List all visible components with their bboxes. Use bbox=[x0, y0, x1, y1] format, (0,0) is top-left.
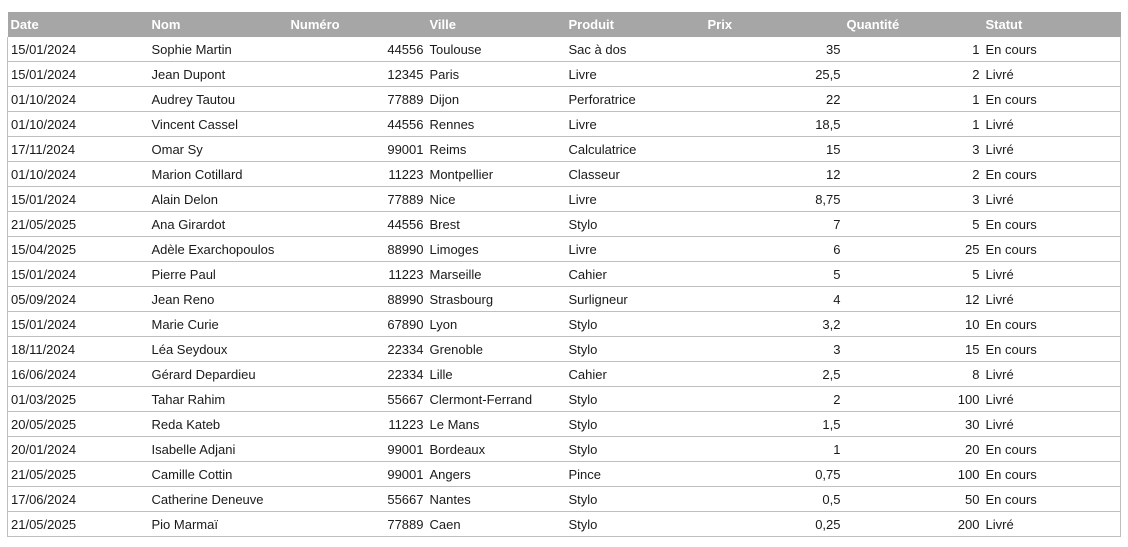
cell-prix[interactable]: 35 bbox=[705, 37, 844, 62]
cell-ville[interactable]: Nice bbox=[427, 187, 566, 212]
cell-quantite[interactable]: 3 bbox=[844, 137, 983, 162]
cell-statut[interactable]: Livré bbox=[983, 62, 1121, 87]
cell-prix[interactable]: 2,5 bbox=[705, 362, 844, 387]
table-row bbox=[8, 262, 1121, 287]
table-body bbox=[8, 37, 1121, 537]
cell-ville[interactable]: Nantes bbox=[427, 487, 566, 512]
cell-produit[interactable]: Livre bbox=[566, 187, 705, 212]
table-row bbox=[8, 362, 1121, 387]
cell-ville[interactable]: Paris bbox=[427, 62, 566, 87]
table-row bbox=[8, 387, 1121, 412]
cell-statut[interactable]: En cours bbox=[983, 237, 1121, 262]
cell-quantite[interactable]: 2 bbox=[844, 62, 983, 87]
cell-date[interactable]: 20/01/2024 bbox=[8, 437, 149, 462]
cell-date[interactable]: 05/09/2024 bbox=[8, 287, 149, 312]
header-date[interactable]: Date bbox=[10, 17, 39, 32]
cell-prix[interactable]: 7 bbox=[705, 212, 844, 237]
cell-nom[interactable]: Pierre Paul bbox=[149, 262, 288, 287]
cell-nom[interactable]: Reda Kateb bbox=[149, 412, 288, 437]
cell-nom[interactable]: Catherine Deneuve bbox=[149, 487, 288, 512]
cell-produit[interactable]: Stylo bbox=[566, 487, 705, 512]
cell-statut[interactable]: En cours bbox=[983, 337, 1121, 362]
cell-statut[interactable]: Livré bbox=[983, 262, 1121, 287]
cell-nom[interactable]: Adèle Exarchopoulos bbox=[149, 237, 288, 262]
table-row bbox=[8, 412, 1121, 437]
cell-prix[interactable]: 0,5 bbox=[705, 487, 844, 512]
cell-prix[interactable]: 3 bbox=[705, 337, 844, 362]
cell-produit[interactable]: Classeur bbox=[566, 162, 705, 187]
cell-ville[interactable]: Bordeaux bbox=[427, 437, 566, 462]
cell-date[interactable]: 17/06/2024 bbox=[8, 487, 149, 512]
cell-quantite[interactable]: 10 bbox=[844, 312, 983, 337]
header-produit[interactable]: Produit bbox=[568, 17, 614, 32]
cell-numero[interactable]: 77889 bbox=[288, 87, 427, 112]
cell-quantite[interactable]: 1 bbox=[844, 87, 983, 112]
cell-prix[interactable]: 2 bbox=[705, 387, 844, 412]
cell-prix[interactable]: 12 bbox=[705, 162, 844, 187]
cell-nom[interactable]: Marion Cotillard bbox=[149, 162, 288, 187]
cell-nom[interactable]: Ana Girardot bbox=[149, 212, 288, 237]
cell-numero[interactable]: 88990 bbox=[288, 237, 427, 262]
table-row bbox=[8, 62, 1121, 87]
table-row bbox=[8, 462, 1121, 487]
cell-produit[interactable]: Stylo bbox=[566, 437, 705, 462]
cell-produit[interactable]: Calculatrice bbox=[566, 137, 705, 162]
cell-produit[interactable]: Pince bbox=[566, 462, 705, 487]
cell-nom[interactable]: Vincent Cassel bbox=[149, 112, 288, 137]
cell-produit[interactable]: Stylo bbox=[566, 212, 705, 237]
cell-ville[interactable]: Lille bbox=[427, 362, 566, 387]
cell-nom[interactable]: Léa Seydoux bbox=[149, 337, 288, 362]
cell-prix[interactable]: 22 bbox=[705, 87, 844, 112]
cell-produit[interactable]: Stylo bbox=[566, 312, 705, 337]
cell-produit[interactable]: Stylo bbox=[566, 387, 705, 412]
cell-nom[interactable]: Marie Curie bbox=[149, 312, 288, 337]
cell-numero[interactable]: 55667 bbox=[288, 487, 427, 512]
cell-nom[interactable]: Alain Delon bbox=[149, 187, 288, 212]
cell-statut[interactable]: Livré bbox=[983, 187, 1121, 212]
cell-date[interactable]: 17/11/2024 bbox=[8, 137, 149, 162]
cell-date[interactable]: 15/04/2025 bbox=[8, 237, 149, 262]
cell-date[interactable]: 16/06/2024 bbox=[8, 362, 149, 387]
table-row bbox=[8, 187, 1121, 212]
header-quantite[interactable]: Quantité bbox=[846, 17, 900, 32]
cell-ville[interactable]: Rennes bbox=[427, 112, 566, 137]
cell-numero[interactable]: 77889 bbox=[288, 187, 427, 212]
cell-numero[interactable]: 22334 bbox=[288, 362, 427, 387]
cell-prix[interactable]: 8,75 bbox=[705, 187, 844, 212]
cell-date[interactable]: 15/01/2024 bbox=[8, 37, 149, 62]
table-row bbox=[8, 237, 1121, 262]
table-row bbox=[8, 287, 1121, 312]
cell-statut[interactable]: En cours bbox=[983, 162, 1121, 187]
cell-quantite[interactable]: 20 bbox=[844, 437, 983, 462]
cell-statut[interactable]: En cours bbox=[983, 212, 1121, 237]
cell-produit[interactable]: Stylo bbox=[566, 412, 705, 437]
header-nom[interactable]: Nom bbox=[151, 17, 181, 32]
cell-date[interactable]: 15/01/2024 bbox=[8, 262, 149, 287]
cell-numero[interactable]: 88990 bbox=[288, 287, 427, 312]
cell-nom[interactable]: Jean Reno bbox=[149, 287, 288, 312]
cell-statut[interactable]: En cours bbox=[983, 37, 1121, 62]
cell-numero[interactable]: 44556 bbox=[288, 212, 427, 237]
cell-numero[interactable]: 44556 bbox=[288, 37, 427, 62]
cell-numero[interactable]: 11223 bbox=[288, 412, 427, 437]
cell-numero[interactable]: 11223 bbox=[288, 262, 427, 287]
cell-quantite[interactable]: 3 bbox=[844, 187, 983, 212]
cell-produit[interactable]: Sac à dos bbox=[566, 37, 705, 62]
cell-nom[interactable]: Audrey Tautou bbox=[149, 87, 288, 112]
cell-nom[interactable]: Isabelle Adjani bbox=[149, 437, 288, 462]
cell-quantite[interactable]: 5 bbox=[844, 212, 983, 237]
cell-ville[interactable]: Reims bbox=[427, 137, 566, 162]
cell-ville[interactable]: Le Mans bbox=[427, 412, 566, 437]
cell-numero[interactable]: 77889 bbox=[288, 512, 427, 537]
cell-numero[interactable]: 67890 bbox=[288, 312, 427, 337]
cell-numero[interactable]: 22334 bbox=[288, 337, 427, 362]
cell-date[interactable]: 15/01/2024 bbox=[8, 187, 149, 212]
header-ville[interactable]: Ville bbox=[429, 17, 457, 32]
cell-prix[interactable]: 15 bbox=[705, 137, 844, 162]
cell-statut[interactable]: Livré bbox=[983, 512, 1121, 537]
cell-prix[interactable]: 0,75 bbox=[705, 462, 844, 487]
cell-produit[interactable]: Livre bbox=[566, 62, 705, 87]
cell-statut[interactable]: Livré bbox=[983, 362, 1121, 387]
cell-quantite[interactable]: 1 bbox=[844, 112, 983, 137]
cell-ville[interactable]: Grenoble bbox=[427, 337, 566, 362]
cell-produit[interactable]: Cahier bbox=[566, 262, 705, 287]
cell-quantite[interactable]: 15 bbox=[844, 337, 983, 362]
cell-prix[interactable]: 4 bbox=[705, 287, 844, 312]
cell-ville[interactable]: Brest bbox=[427, 212, 566, 237]
cell-produit[interactable]: Perforatrice bbox=[566, 87, 705, 112]
cell-numero[interactable]: 99001 bbox=[288, 462, 427, 487]
cell-prix[interactable]: 1 bbox=[705, 437, 844, 462]
table-row bbox=[8, 512, 1121, 537]
cell-ville[interactable]: Toulouse bbox=[427, 37, 566, 62]
cell-nom[interactable]: Gérard Depardieu bbox=[149, 362, 288, 387]
cell-quantite[interactable]: 8 bbox=[844, 362, 983, 387]
cell-statut[interactable]: En cours bbox=[983, 437, 1121, 462]
cell-statut[interactable]: Livré bbox=[983, 137, 1121, 162]
table-row bbox=[8, 337, 1121, 362]
table-row bbox=[8, 162, 1121, 187]
cell-prix[interactable]: 18,5 bbox=[705, 112, 844, 137]
cell-prix[interactable]: 1,5 bbox=[705, 412, 844, 437]
table-row bbox=[8, 437, 1121, 462]
cell-nom[interactable]: Pio Marmaï bbox=[149, 512, 288, 537]
cell-quantite[interactable]: 100 bbox=[844, 462, 983, 487]
cell-date[interactable]: 01/03/2025 bbox=[8, 387, 149, 412]
cell-quantite[interactable]: 2 bbox=[844, 162, 983, 187]
cell-produit[interactable]: Surligneur bbox=[566, 287, 705, 312]
cell-nom[interactable]: Omar Sy bbox=[149, 137, 288, 162]
cell-numero[interactable]: 55667 bbox=[288, 387, 427, 412]
table-row bbox=[8, 487, 1121, 512]
cell-numero[interactable]: 99001 bbox=[288, 137, 427, 162]
cell-ville[interactable]: Angers bbox=[427, 462, 566, 487]
cell-produit[interactable]: Cahier bbox=[566, 362, 705, 387]
cell-ville[interactable]: Lyon bbox=[427, 312, 566, 337]
cell-quantite[interactable]: 30 bbox=[844, 412, 983, 437]
table-row bbox=[8, 212, 1121, 237]
cell-statut[interactable]: Livré bbox=[983, 287, 1121, 312]
cell-produit[interactable]: Livre bbox=[566, 237, 705, 262]
cell-prix[interactable]: 0,25 bbox=[705, 512, 844, 537]
cell-date[interactable]: 21/05/2025 bbox=[8, 212, 149, 237]
header-prix[interactable]: Prix bbox=[707, 17, 733, 32]
cell-date[interactable]: 21/05/2025 bbox=[8, 512, 149, 537]
cell-ville[interactable]: Montpellier bbox=[427, 162, 566, 187]
orders-table bbox=[7, 12, 1121, 537]
cell-date[interactable]: 21/05/2025 bbox=[8, 462, 149, 487]
cell-statut[interactable]: Livré bbox=[983, 387, 1121, 412]
cell-numero[interactable]: 11223 bbox=[288, 162, 427, 187]
cell-produit[interactable]: Livre bbox=[566, 112, 705, 137]
cell-ville[interactable]: Clermont-Ferrand bbox=[427, 387, 566, 412]
cell-statut[interactable]: En cours bbox=[983, 312, 1121, 337]
cell-date[interactable]: 18/11/2024 bbox=[8, 337, 149, 362]
cell-ville[interactable]: Limoges bbox=[427, 237, 566, 262]
cell-produit[interactable]: Stylo bbox=[566, 512, 705, 537]
cell-nom[interactable]: Tahar Rahim bbox=[149, 387, 288, 412]
header-statut[interactable]: Statut bbox=[985, 17, 1023, 32]
cell-date[interactable]: 20/05/2025 bbox=[8, 412, 149, 437]
cell-ville[interactable]: Caen bbox=[427, 512, 566, 537]
cell-numero[interactable]: 99001 bbox=[288, 437, 427, 462]
cell-prix[interactable]: 5 bbox=[705, 262, 844, 287]
cell-quantite[interactable]: 12 bbox=[844, 287, 983, 312]
cell-date[interactable]: 01/10/2024 bbox=[8, 87, 149, 112]
cell-quantite[interactable]: 50 bbox=[844, 487, 983, 512]
table-row bbox=[8, 37, 1121, 62]
cell-ville[interactable]: Marseille bbox=[427, 262, 566, 287]
cell-date[interactable]: 15/01/2024 bbox=[8, 62, 149, 87]
cell-statut[interactable]: En cours bbox=[983, 487, 1121, 512]
table-row bbox=[8, 112, 1121, 137]
cell-nom[interactable]: Sophie Martin bbox=[149, 37, 288, 62]
cell-prix[interactable]: 25,5 bbox=[705, 62, 844, 87]
header-row bbox=[8, 12, 1121, 37]
cell-date[interactable]: 15/01/2024 bbox=[8, 312, 149, 337]
cell-numero[interactable]: 12345 bbox=[288, 62, 427, 87]
orders-sheet bbox=[7, 12, 1120, 537]
cell-quantite[interactable]: 100 bbox=[844, 387, 983, 412]
table-row bbox=[8, 312, 1121, 337]
table-row bbox=[8, 137, 1121, 162]
cell-nom[interactable]: Jean Dupont bbox=[149, 62, 288, 87]
table-row bbox=[8, 87, 1121, 112]
cell-prix[interactable]: 3,2 bbox=[705, 312, 844, 337]
cell-ville[interactable]: Strasbourg bbox=[427, 287, 566, 312]
cell-date[interactable]: 01/10/2024 bbox=[8, 112, 149, 137]
header-numero[interactable]: Numéro bbox=[290, 17, 340, 32]
cell-statut[interactable]: Livré bbox=[983, 112, 1121, 137]
cell-quantite[interactable]: 1 bbox=[844, 37, 983, 62]
cell-prix[interactable]: 6 bbox=[705, 237, 844, 262]
cell-quantite[interactable]: 25 bbox=[844, 237, 983, 262]
cell-statut[interactable]: En cours bbox=[983, 462, 1121, 487]
cell-numero[interactable]: 44556 bbox=[288, 112, 427, 137]
cell-ville[interactable]: Dijon bbox=[427, 87, 566, 112]
cell-nom[interactable]: Camille Cottin bbox=[149, 462, 288, 487]
cell-statut[interactable]: En cours bbox=[983, 87, 1121, 112]
cell-quantite[interactable]: 200 bbox=[844, 512, 983, 537]
cell-statut[interactable]: Livré bbox=[983, 412, 1121, 437]
cell-quantite[interactable]: 5 bbox=[844, 262, 983, 287]
cell-produit[interactable]: Stylo bbox=[566, 337, 705, 362]
cell-date[interactable]: 01/10/2024 bbox=[8, 162, 149, 187]
